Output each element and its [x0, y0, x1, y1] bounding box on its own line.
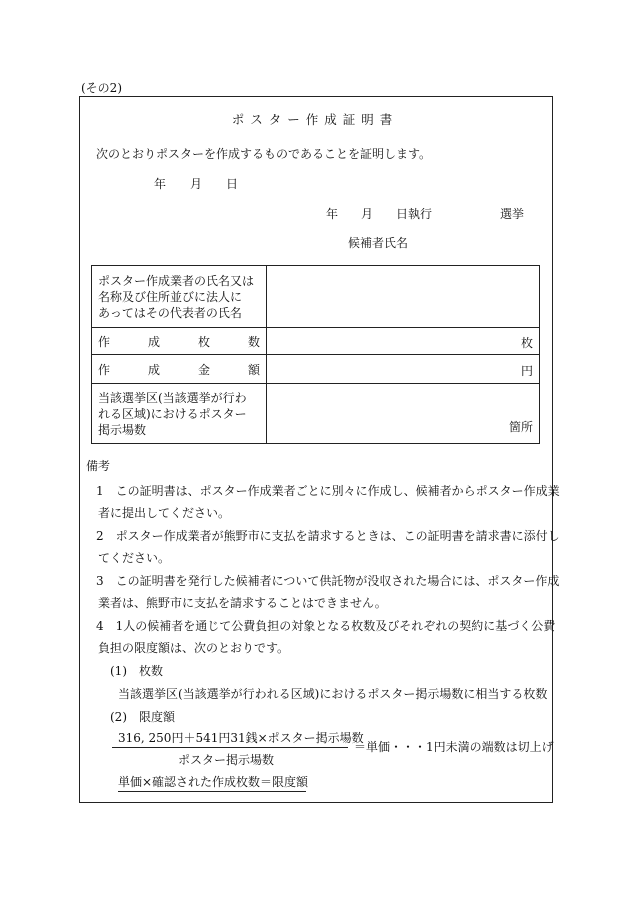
- label-char: 作: [98, 334, 111, 349]
- label-char: 金: [197, 362, 210, 377]
- date-year: 年: [154, 177, 167, 191]
- remark-2-line1: 2 ポスター作成業者が熊野市に支払を請求するときは、この証明書を請求書に添付し: [96, 529, 560, 543]
- candidate-name-label: 候補者氏名: [348, 236, 409, 250]
- label-line: 名称及び住所並びに法人に: [98, 289, 243, 304]
- label-char: 数: [247, 334, 260, 349]
- label-char: 枚: [197, 334, 210, 349]
- election-month: 月: [361, 207, 374, 221]
- formula-denominator: ポスター掲示場数: [178, 753, 275, 767]
- label-line: 掲示場数: [98, 423, 147, 437]
- label-char: 成: [147, 362, 160, 377]
- table-row: [92, 355, 540, 384]
- corner-label: (その2): [81, 81, 122, 95]
- amount-unit: 円: [520, 364, 533, 378]
- contractor-value-cell[interactable]: [267, 266, 540, 328]
- row-quantity-label: [92, 328, 267, 355]
- row-contractor-label: [92, 266, 267, 328]
- sub2-heading: (2) 限度額: [110, 710, 175, 724]
- election-year: 年: [326, 207, 339, 221]
- date-month: 月: [190, 177, 203, 191]
- remark-2-line2: てください。: [98, 551, 171, 565]
- remark-3-line1: 3 この証明書を発行した候補者について供託物が没収された場合には、ポスター作成: [96, 574, 560, 588]
- fraction-bar: [112, 747, 348, 748]
- row-posting-sites-label: [92, 384, 267, 444]
- remark-4-line2: 負担の限度額は、次のとおりです。: [98, 641, 290, 655]
- posting-sites-value-cell[interactable]: [267, 384, 540, 444]
- table-row: [92, 328, 540, 355]
- posting-sites-unit: 箇所: [508, 420, 533, 434]
- formula-result: ＝単価・・・1円未満の端数は切上げ: [354, 740, 554, 754]
- intro-text: 次のとおりポスターを作成するものであることを証明します。: [96, 147, 432, 161]
- label-line: ポスター作成業者の氏名又は: [98, 273, 255, 288]
- sub1-heading: (1) 枚数: [110, 664, 163, 678]
- label-line: あってはその代表者の氏名: [98, 305, 242, 320]
- label-char: 作: [98, 362, 111, 377]
- row-amount-label: [92, 355, 267, 384]
- remark-1-line2: 者に提出してください。: [98, 506, 231, 520]
- formula-numerator: 316, 250円＋541円31銭×ポスター掲示場数: [118, 731, 364, 745]
- remark-3-line2: 業者は、熊野市に支払を請求することはできません。: [98, 596, 387, 610]
- quantity-unit: 枚: [520, 336, 533, 350]
- election-label: 選挙: [500, 207, 525, 221]
- remarks-heading: 備考: [86, 459, 111, 473]
- certificate-table: [91, 265, 540, 444]
- quantity-value-cell[interactable]: [267, 328, 540, 355]
- formula-final-underline: [118, 791, 306, 792]
- remark-1-line1: 1 この証明書は、ポスター作成業者ごとに別々に作成し、候補者からポスター作成業: [96, 484, 560, 498]
- sub1-text: 当該選挙区(当該選挙が行われる区域)におけるポスター掲示場数に相当する枚数: [118, 687, 548, 701]
- table-row: [92, 266, 540, 328]
- amount-value-cell[interactable]: [267, 355, 540, 384]
- table-row: [92, 384, 540, 444]
- label-line: 当該選挙区(当該選挙が行わ: [98, 391, 247, 405]
- document-title: ポスター作成証明書: [231, 112, 399, 127]
- election-day-held: 日執行: [396, 207, 433, 221]
- label-char: 成: [147, 334, 160, 349]
- remark-4-line1: 4 1人の候補者を通じて公費負担の対象となる枚数及びそれぞれの契約に基づく公費: [96, 619, 556, 633]
- label-line: れる区域)におけるポスター: [98, 407, 247, 421]
- date-day: 日: [226, 177, 239, 191]
- label-char: 額: [247, 362, 260, 377]
- formula-final: 単価×確認された作成枚数＝限度額: [118, 775, 309, 789]
